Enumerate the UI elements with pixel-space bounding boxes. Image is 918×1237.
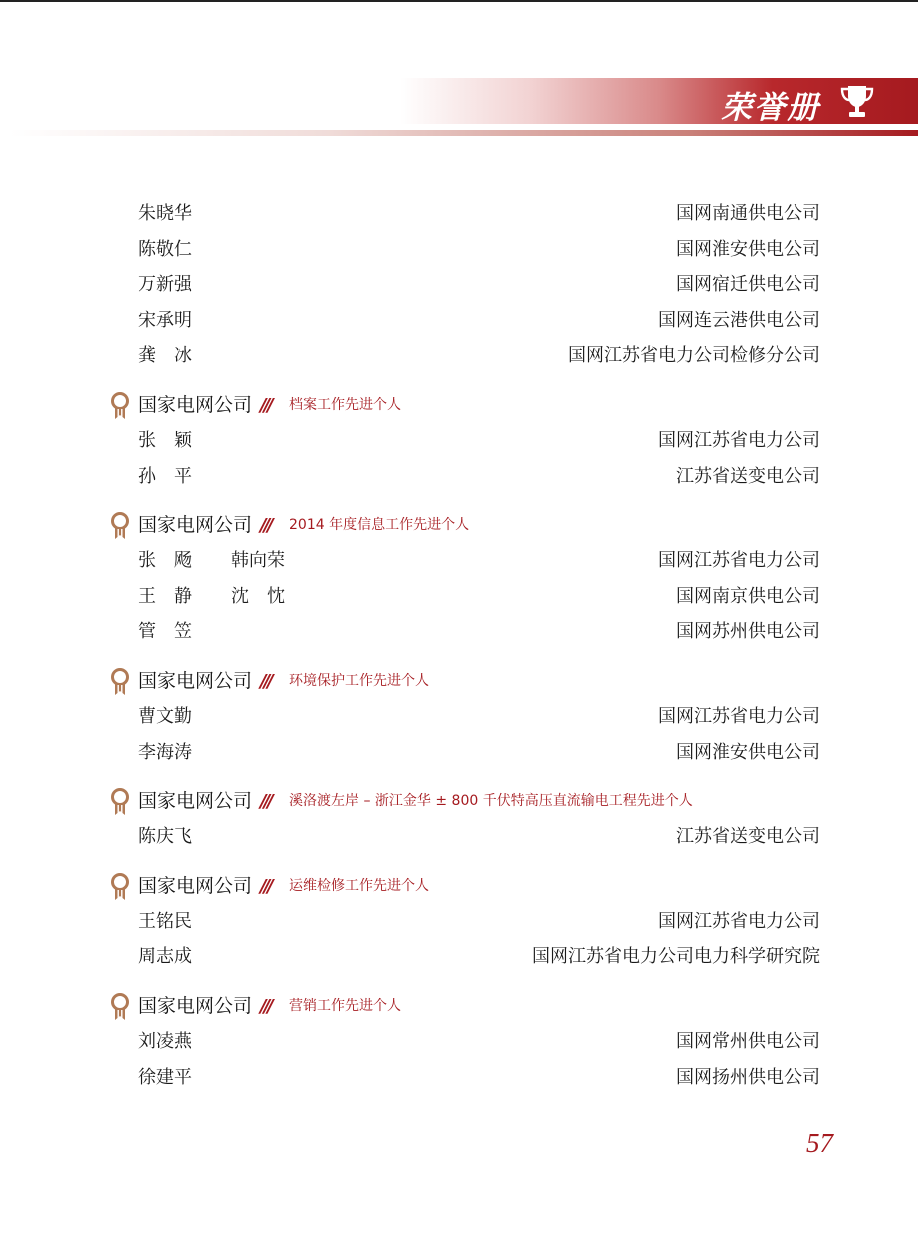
- organization-name: 国网扬州供电公司: [676, 1066, 820, 1088]
- person-name: 龚 冰: [138, 345, 192, 367]
- award-title: 运维检修工作先进个人: [289, 877, 429, 894]
- person-name-second: 韩向荣: [231, 550, 285, 572]
- person-name: 王铭民: [138, 910, 192, 932]
- slash-separator: ///: [260, 515, 271, 537]
- person-name: 宋承明: [138, 309, 192, 331]
- list-item: [110, 459, 820, 495]
- award-section-header: [110, 784, 820, 819]
- person-name: 曹文勤: [138, 705, 192, 727]
- person-name-second: 沈 忱: [231, 585, 285, 607]
- medal-icon: [110, 512, 130, 540]
- list-item: [110, 423, 820, 459]
- person-name: 张 颖: [138, 429, 192, 451]
- person-name: 徐建平: [138, 1066, 192, 1088]
- list-item: [110, 338, 820, 374]
- list-item: [110, 939, 820, 975]
- slash-separator: ///: [260, 995, 271, 1017]
- organization-name: 国网苏州供电公司: [676, 621, 820, 643]
- award-title: 档案工作先进个人: [289, 396, 401, 413]
- organization-name: 国网南通供电公司: [676, 203, 820, 224]
- issuer-name: 国家电网公司: [138, 874, 253, 897]
- organization-name: 国网江苏省电力公司: [658, 910, 820, 932]
- organization-name: 国网淮安供电公司: [676, 741, 820, 763]
- organization-name: 国网连云港供电公司: [658, 309, 820, 331]
- organization-name: 国网淮安供电公司: [676, 238, 820, 260]
- slash-separator: ///: [260, 875, 271, 897]
- medal-icon: [110, 392, 130, 420]
- medal-icon: [110, 993, 130, 1021]
- person-name: 刘凌燕: [138, 1030, 192, 1052]
- page-number: 57: [806, 1128, 833, 1158]
- header-underline: [10, 130, 918, 136]
- organization-name: 国网常州供电公司: [676, 1030, 820, 1052]
- person-name: 万新强: [138, 274, 192, 296]
- list-item: [110, 579, 820, 615]
- organization-name: 国网江苏省电力公司检修分公司: [568, 345, 820, 367]
- issuer-name: 国家电网公司: [138, 994, 253, 1017]
- slash-separator: ///: [260, 791, 271, 813]
- person-name: 王 静: [138, 585, 192, 607]
- list-item: [110, 904, 820, 940]
- award-section-header: [110, 388, 820, 423]
- issuer-name: 国家电网公司: [138, 669, 253, 692]
- organization-name: 国网江苏省电力公司电力科学研究院: [532, 946, 820, 968]
- list-item: [110, 196, 820, 232]
- organization-name: 国网宿迁供电公司: [676, 274, 820, 296]
- list-item: [110, 614, 820, 650]
- organization-name: 国网江苏省电力公司: [658, 429, 820, 451]
- header-banner: [400, 78, 918, 124]
- top-rule: [0, 0, 918, 2]
- award-title: 环境保护工作先进个人: [289, 672, 429, 689]
- person-name: 陈庆飞: [138, 826, 192, 848]
- slash-separator: ///: [260, 670, 271, 692]
- trophy-icon: [838, 83, 876, 121]
- issuer-name: 国家电网公司: [138, 790, 253, 813]
- award-section-header: [110, 869, 820, 904]
- award-title: 2014 年度信息工作先进个人: [289, 517, 470, 534]
- list-item: [110, 1060, 820, 1096]
- banner-title: 荣誉册: [721, 90, 820, 126]
- organization-name: 国网南京供电公司: [676, 585, 820, 607]
- list-item: [110, 543, 820, 579]
- list-item: [110, 699, 820, 735]
- award-section-header: [110, 664, 820, 699]
- medal-icon: [110, 873, 130, 901]
- person-name: 周志成: [138, 946, 192, 968]
- organization-name: 国网江苏省电力公司: [658, 705, 820, 727]
- person-name: 陈敬仁: [138, 238, 192, 260]
- slash-separator: ///: [260, 394, 271, 416]
- medal-icon: [110, 668, 130, 696]
- award-title: 溪洛渡左岸 – 浙江金华 ± 800 千伏特高压直流输电工程先进个人: [289, 793, 693, 810]
- person-name: 李海涛: [138, 741, 192, 763]
- honor-list: [110, 196, 820, 1095]
- list-item: [110, 232, 820, 268]
- person-name: 管 笠: [138, 621, 192, 643]
- list-item: [110, 303, 820, 339]
- organization-name: 江苏省送变电公司: [676, 826, 820, 848]
- medal-icon: [110, 788, 130, 816]
- organization-name: 江苏省送变电公司: [676, 465, 820, 487]
- list-item: [110, 819, 820, 855]
- issuer-name: 国家电网公司: [138, 393, 253, 416]
- person-name: 张 飏: [138, 550, 192, 572]
- list-item: [110, 1024, 820, 1060]
- list-item: [110, 735, 820, 771]
- list-item: [110, 267, 820, 303]
- person-name: 朱晓华: [138, 203, 192, 224]
- award-title: 营销工作先进个人: [289, 997, 401, 1014]
- issuer-name: 国家电网公司: [138, 514, 253, 537]
- award-section-header: [110, 989, 820, 1024]
- person-name: 孙 平: [138, 465, 192, 487]
- organization-name: 国网江苏省电力公司: [658, 550, 820, 572]
- award-section-header: [110, 508, 820, 543]
